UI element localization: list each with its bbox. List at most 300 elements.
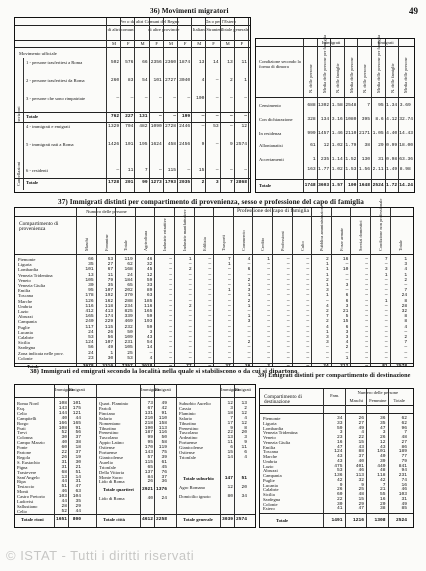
cell-value: 260 xyxy=(110,78,120,83)
column-header: Media delle persone xyxy=(403,57,409,93)
cell-value: 8.6 xyxy=(375,117,384,122)
cell-value: 229 xyxy=(104,319,114,325)
cell-value: 124 xyxy=(85,340,94,346)
cell-value: 33 xyxy=(146,283,153,288)
cell-value: 2 xyxy=(188,267,192,273)
cell-value: — xyxy=(208,303,212,309)
cell-value: — xyxy=(306,257,310,262)
cell-value: — xyxy=(365,267,368,273)
cell-value: — xyxy=(169,283,172,288)
cell-value: 79 xyxy=(401,458,407,464)
row-label: Toscana xyxy=(263,449,278,455)
row-label: Totale xyxy=(26,114,39,119)
cell-value: 47 xyxy=(379,425,386,431)
cell-value: — xyxy=(208,340,212,346)
group-header: Emigrati xyxy=(377,40,394,45)
cell-value: 25 xyxy=(127,350,133,356)
cell-value: 482 xyxy=(139,124,148,129)
rule-horizontal xyxy=(15,112,250,113)
cell-value: 9 xyxy=(339,482,343,488)
cell-value: 231 xyxy=(398,473,407,478)
row-label: Piemonte xyxy=(263,416,281,421)
cell-value: 24 xyxy=(161,496,167,502)
rule-horizontal xyxy=(260,513,413,514)
cell-value: 45 xyxy=(161,464,167,470)
number-header: Numero delle persone xyxy=(357,390,399,395)
cell-value: 1308 xyxy=(374,518,386,523)
cell-value: 8 xyxy=(244,425,247,431)
cell-value: 163 xyxy=(307,167,316,172)
cell-value: 3 xyxy=(326,335,329,340)
cell-value: 42 xyxy=(161,405,167,411)
cell-value: — xyxy=(286,262,290,268)
cell-value: 124 xyxy=(334,449,343,455)
cell-value: — xyxy=(306,350,310,356)
column-header: Immigrati xyxy=(141,387,160,392)
column-header: Totale xyxy=(123,240,129,251)
cell-value: — xyxy=(384,324,388,330)
cell-value: 3 xyxy=(247,288,251,294)
cell-value: 100 xyxy=(196,96,205,101)
cell-value: — xyxy=(169,288,172,294)
cell-value: 0.99 xyxy=(386,143,398,148)
cell-value: 26 xyxy=(379,435,386,440)
cell-value: 54 xyxy=(142,78,148,83)
cell-value: 4 xyxy=(326,303,329,309)
cell-value: — xyxy=(169,303,172,309)
cell-value: 101 xyxy=(153,78,162,83)
cell-value: — xyxy=(286,309,290,314)
row-label: Ardeatino xyxy=(179,435,198,441)
cell-value: — xyxy=(188,277,192,283)
column-header: N. delle famiglie xyxy=(335,63,341,93)
cell-value: 2574 xyxy=(235,142,247,147)
cell-value: 2524 xyxy=(395,518,407,523)
cell-value: 59 xyxy=(146,324,153,330)
cell-value: — xyxy=(326,355,329,361)
cell-value: 11 xyxy=(227,440,233,446)
cell-value: — xyxy=(404,350,408,356)
cell-value: — xyxy=(188,355,192,361)
cell-value: 240 xyxy=(85,319,94,325)
cell-value: 62 xyxy=(401,420,407,426)
cell-value: 16 xyxy=(342,257,349,262)
row-label: Testaccio xyxy=(17,484,35,490)
cell-value: 81 xyxy=(382,364,388,369)
cell-value: 201 xyxy=(125,180,134,185)
cell-value: 1648 xyxy=(358,183,370,188)
cell-value: 185 xyxy=(144,298,153,304)
cell-value: 59 xyxy=(146,277,153,283)
cell-value: 4612 xyxy=(141,517,153,522)
cell-value: 24 xyxy=(127,272,133,278)
cell-value: 35 xyxy=(75,499,81,504)
cell-value: — xyxy=(208,355,212,361)
cell-value: 1 xyxy=(326,262,329,268)
cell-value: 103 xyxy=(398,492,407,497)
row-label: Lucania xyxy=(18,329,33,335)
column-header: di altri comuni xyxy=(107,27,135,32)
cell-value: 105 xyxy=(124,345,133,351)
row-label: Della Vittoria xyxy=(99,469,125,475)
cell-value: — xyxy=(306,288,310,294)
cell-value: 40 xyxy=(358,458,364,464)
cell-value: 162 xyxy=(104,298,114,304)
cell-value: 412 xyxy=(85,309,94,314)
cell-value: 1.14 xyxy=(331,157,343,162)
cell-value: — xyxy=(244,114,247,119)
cell-value: 4 xyxy=(326,324,329,330)
cell-value: 234 xyxy=(124,303,133,309)
cell-value: 26 xyxy=(336,487,343,493)
column-header: Emigrati xyxy=(69,387,86,392)
cell-value: 2727 xyxy=(164,78,176,83)
cell-value: — xyxy=(306,283,310,288)
cell-value: 61 xyxy=(161,459,167,465)
cell-value: 12 xyxy=(146,272,153,278)
cell-value: 113 xyxy=(355,473,364,478)
cell-value: 6 xyxy=(345,324,349,330)
cell-value: 96 xyxy=(401,425,407,431)
cell-value: 37 xyxy=(161,474,167,480)
sex-header: F xyxy=(127,41,130,46)
cell-value: — xyxy=(169,309,172,314)
row-label: Totale città xyxy=(103,517,125,522)
cell-value: — xyxy=(188,329,192,335)
rule-vertical xyxy=(220,18,221,192)
cell-value: 7 xyxy=(367,103,370,108)
rule-horizontal xyxy=(260,413,413,414)
row-label: Umbria xyxy=(263,458,278,464)
cell-value: — xyxy=(188,319,192,325)
cell-value: 15 xyxy=(198,168,205,173)
cell-value: 35 xyxy=(379,420,386,426)
column-header: Immigrati xyxy=(221,387,240,392)
section-38-title: 38) Immigrati ed emigrati secondo la località nella quale si stabiliscono o da cui si dipartono xyxy=(30,368,298,375)
row-label: Prenestino xyxy=(99,430,119,436)
cell-value: 62 xyxy=(401,416,407,421)
cell-value: — xyxy=(228,355,231,361)
cell-value: 1426 xyxy=(108,142,120,147)
cell-value: 40 xyxy=(379,454,386,459)
cell-value: 47 xyxy=(75,484,81,490)
cell-value: 2356 xyxy=(150,60,162,65)
cell-value: — xyxy=(208,309,212,314)
cell-value: 44 xyxy=(61,479,67,485)
row-label: Accertamenti xyxy=(259,157,284,162)
cell-value: — xyxy=(365,293,368,299)
column-header: Industrie manifatturiere xyxy=(182,209,187,251)
cell-value: 688 xyxy=(307,103,316,108)
cell-value: — xyxy=(169,262,172,268)
cell-value: 40 xyxy=(61,440,67,446)
cell-value: 6 xyxy=(345,298,349,304)
cell-value: — xyxy=(365,272,368,278)
row-label: 4 - immigrati e emigrati xyxy=(26,124,70,129)
cell-value: — xyxy=(267,329,270,335)
cell-value: 2 xyxy=(345,345,349,351)
cell-value: 27 xyxy=(358,420,364,426)
cell-value: 1 xyxy=(188,257,192,262)
cell-value: — xyxy=(228,267,231,273)
cell-value: 4 xyxy=(404,267,408,273)
cell-value: 3 xyxy=(404,262,408,268)
cell-value: — xyxy=(267,298,270,304)
cell-value: 1.79 xyxy=(345,143,357,148)
row-label: Parione xyxy=(17,450,32,455)
cell-value: 1.02 xyxy=(331,143,343,148)
cell-value: 16 xyxy=(336,439,343,445)
cell-value: 7 xyxy=(404,288,408,294)
cell-value: 80 xyxy=(227,493,233,499)
cell-value: 88 xyxy=(358,449,364,455)
cell-value: 53 xyxy=(107,257,114,262)
rule-horizontal xyxy=(15,397,255,398)
column-header: Emigrati xyxy=(155,387,172,392)
cell-value: — xyxy=(365,257,368,262)
cell-value: 53 xyxy=(127,355,133,361)
column-header: Industrie estrattive xyxy=(162,218,168,251)
cell-value: 91 xyxy=(161,410,167,416)
cell-value: 2524 xyxy=(372,183,384,188)
cell-value: 42 xyxy=(379,477,386,483)
cell-value: 107 xyxy=(104,288,114,294)
cell-value: 1.57 xyxy=(331,183,343,188)
cell-value: 126 xyxy=(85,298,94,304)
cell-value: — xyxy=(365,298,368,304)
cell-value: 7 xyxy=(228,257,231,262)
cell-value: 41 xyxy=(336,506,343,512)
cell-value: 33 xyxy=(336,420,343,426)
cell-value: 3 xyxy=(247,319,251,325)
cell-value: 68 xyxy=(61,469,67,475)
row-label: Salario xyxy=(179,415,193,421)
row-label: Trevi xyxy=(17,430,27,436)
cell-value: 1 xyxy=(326,329,329,335)
sex-header: F xyxy=(183,41,187,46)
cell-value: — xyxy=(267,345,270,351)
cell-value: 1090 xyxy=(150,124,162,129)
cell-value: 57 xyxy=(147,454,153,460)
sex-header: M xyxy=(112,41,117,46)
cell-value: 1651 xyxy=(55,517,67,522)
cell-value: 130 xyxy=(361,157,370,162)
cell-value: 192 xyxy=(104,293,114,299)
cell-value: 13 xyxy=(198,60,205,65)
row-label: Trionfale xyxy=(99,464,116,470)
cell-value: — xyxy=(173,96,176,101)
left-header: Compartimento di destinazione xyxy=(264,394,302,406)
row-label: Lido di Roma xyxy=(99,496,125,502)
row-label: Liguria xyxy=(18,262,32,268)
table-36-condizione xyxy=(255,34,415,193)
cell-value: 47 xyxy=(336,444,343,450)
sex-header: M xyxy=(168,41,173,46)
cell-value: — xyxy=(384,262,388,268)
cell-value: 28 xyxy=(61,503,67,509)
cell-value: — xyxy=(188,298,192,304)
cell-value: — xyxy=(208,288,212,294)
row-label: Campitelli xyxy=(17,415,37,421)
cell-value: — xyxy=(208,324,212,330)
cell-value: 9 xyxy=(244,440,247,446)
cell-value: 14 xyxy=(227,454,233,460)
row-label: Liguria xyxy=(263,420,277,426)
cell-value: 20 xyxy=(379,501,386,507)
rule-vertical xyxy=(106,18,107,192)
cell-value: 95 xyxy=(147,440,153,446)
cell-value: 38 xyxy=(364,143,370,148)
cell-value: 2574 xyxy=(235,517,247,522)
cell-value: — xyxy=(188,283,192,288)
row-label: Totale suburbio xyxy=(183,475,214,481)
sex-header: F xyxy=(212,41,215,46)
row-label: Venezia Tridentina xyxy=(263,430,298,436)
cell-value: — xyxy=(267,277,270,283)
cell-value: 26 xyxy=(244,364,251,369)
side-label: Iscrizioni xyxy=(16,106,21,123)
cell-value: — xyxy=(188,293,192,299)
cell-value: 73 xyxy=(147,401,153,406)
cell-value: 339 xyxy=(124,314,133,320)
cell-value: 458 xyxy=(167,142,176,147)
cell-value: — xyxy=(404,345,408,351)
cell-value: 1.77 xyxy=(318,167,330,172)
cell-value: 9 xyxy=(230,425,233,431)
cell-value: 24 xyxy=(88,329,94,335)
cell-value: 1.56 xyxy=(358,167,370,172)
cell-value: 24 xyxy=(323,364,329,369)
row-label: Estero xyxy=(263,506,275,512)
row-label: Trionfale xyxy=(179,454,196,460)
row-label: Totale generale xyxy=(183,517,213,522)
cell-value: 31 xyxy=(378,157,384,162)
cell-value: — xyxy=(306,267,310,273)
cell-value: 1.49 xyxy=(386,167,398,172)
cell-value: 101 xyxy=(377,449,386,455)
row-label: Suburbio Aurelio xyxy=(179,401,211,406)
cell-value: 2 xyxy=(326,309,329,314)
cell-value: — xyxy=(208,272,212,278)
cell-value: 2 xyxy=(230,78,233,83)
cell-value: — xyxy=(306,262,310,268)
cell-value: — xyxy=(247,262,251,268)
cell-value: — xyxy=(286,257,290,262)
rule-vertical xyxy=(191,18,192,192)
rule-vertical xyxy=(176,385,177,527)
cell-value: — xyxy=(267,272,270,278)
cell-value: 4 xyxy=(404,324,408,330)
cell-value: 2 xyxy=(247,277,251,283)
cell-value: 1 xyxy=(345,355,349,361)
row-label: Tiburtino xyxy=(99,425,117,431)
cell-value: — xyxy=(230,124,233,129)
cell-value: 59 xyxy=(146,314,153,320)
cell-value: 131 xyxy=(139,114,148,119)
row-label: Pinciano xyxy=(99,410,116,416)
cell-value: — xyxy=(208,262,212,268)
cell-value: 1 xyxy=(404,272,408,278)
left-header: Compartimento di provenienza xyxy=(19,221,59,233)
cell-value: 21 xyxy=(379,487,386,493)
cell-value: 89 xyxy=(146,288,153,294)
sex-header: M xyxy=(140,41,145,46)
cell-value: — xyxy=(188,262,192,268)
cell-value: — xyxy=(326,350,329,356)
cell-value: — xyxy=(228,303,231,309)
cell-value: 3 xyxy=(149,329,153,335)
cell-value: — xyxy=(169,277,172,283)
row-label: 1 - persone trasferitesi a Roma xyxy=(26,60,83,65)
cell-value: — xyxy=(208,293,212,299)
row-label: Lucania xyxy=(263,482,278,488)
cell-value: — xyxy=(169,267,172,273)
cell-value: — xyxy=(228,314,231,320)
cell-value: — xyxy=(159,168,162,173)
cell-value: 1624 xyxy=(150,142,162,147)
cell-value: 36 xyxy=(379,416,386,421)
cell-value: 2728 xyxy=(164,124,176,129)
cell-value: — xyxy=(306,298,310,304)
cell-value: 48 xyxy=(358,492,364,497)
table-39-emigrati-destinazione xyxy=(259,388,414,528)
cell-value: 17 xyxy=(227,420,233,426)
cell-value: — xyxy=(306,340,310,346)
cell-value: 6 xyxy=(244,450,247,455)
cell-value: 85 xyxy=(401,506,407,512)
cell-value: 8 xyxy=(404,298,408,304)
section-37-title: 37) Immigrati distinti per compartimento di provenienza, sesso e professione del capo di famiglia xyxy=(58,198,364,206)
cell-value: 115 xyxy=(104,324,114,330)
cell-value: 3 xyxy=(326,340,329,346)
cell-value: 9 xyxy=(201,142,205,147)
row-label: Esq. xyxy=(17,405,26,411)
cell-value: 26 xyxy=(147,479,153,485)
row-label: Toscana xyxy=(18,293,33,299)
cell-value: 1793 xyxy=(164,180,176,185)
cell-value: — xyxy=(286,355,290,361)
cell-value: 1329 xyxy=(108,124,120,129)
cell-value: — xyxy=(286,277,290,283)
cell-value: — xyxy=(306,329,310,335)
row-label: 3 - persone che sono rimpatriate xyxy=(26,96,86,101)
row-label: Venezia Tridentina xyxy=(18,272,53,278)
cell-value: 121 xyxy=(72,410,81,416)
rule-vertical xyxy=(205,18,206,192)
cell-value: — xyxy=(215,142,219,147)
cell-value: 2171 xyxy=(358,131,370,136)
cell-value: 178 xyxy=(85,293,94,299)
cell-value: — xyxy=(169,340,172,346)
row-label: Gianicolense xyxy=(99,454,123,460)
cell-value: — xyxy=(169,329,172,335)
cell-value: 11 xyxy=(107,272,114,278)
cell-value: 67 xyxy=(147,405,153,411)
cell-value: 37 xyxy=(75,450,81,455)
cell-value: 91 xyxy=(75,425,81,431)
cell-value: 30 xyxy=(336,501,343,507)
cell-value: 1.05 xyxy=(372,131,384,136)
cell-value: 31 xyxy=(75,479,81,485)
cell-value: 7 xyxy=(404,430,407,436)
row-label: Puglie xyxy=(263,477,275,483)
column-header: Femmine xyxy=(103,234,109,251)
cell-value: — xyxy=(130,96,134,101)
cell-value: 3310 xyxy=(102,364,114,369)
rule-horizontal xyxy=(15,47,250,48)
cell-value: 22 xyxy=(227,430,233,436)
cell-value: 1 xyxy=(228,262,231,268)
